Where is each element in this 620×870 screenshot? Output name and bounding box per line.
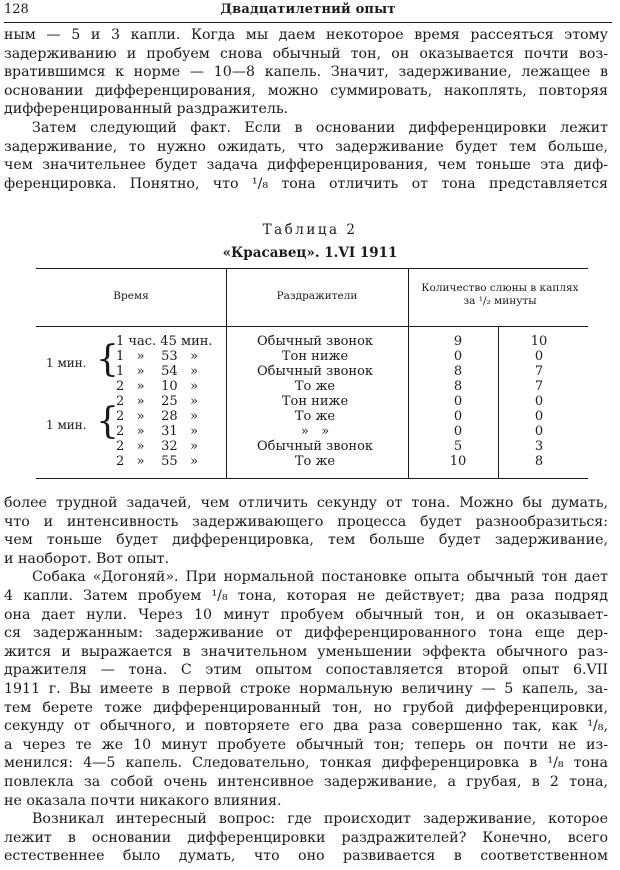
cell-value-b: 10 [530, 334, 548, 349]
cell-value-a: 5 [453, 439, 463, 454]
table-column-divider [498, 326, 499, 478]
text-line: Затем следующий факт. Если в основании дифференцировки лежит [32, 119, 608, 136]
text-line: 4 капли. Затем пробуем ¹/₈ тона, которая не действует; два раза подряд [4, 587, 608, 604]
cell-time: 1 » 54 » [116, 364, 199, 379]
cell-value-a: 9 [453, 334, 463, 349]
cell-value-b: 3 [534, 439, 544, 454]
table-column-divider [408, 268, 409, 478]
header-stimulus: Раздражители [276, 290, 358, 302]
cell-value-a: 8 [453, 364, 463, 379]
cell-time: 2 » 28 » [116, 409, 199, 424]
text-line: тем берете тоже дифференцированный тон, но грубой дифференцировки, [4, 699, 608, 716]
table-subcaption: «Красавец». 1.VI 1911 [222, 245, 398, 261]
cell-time: 1 » 53 » [116, 349, 199, 364]
text-line: секунду от обычного, и повторяете его два раза совершенно так, как ¹/₈, [4, 718, 608, 735]
text-line: задерживанию и пробуем снова обычный тон, он оказывается почти воз- [4, 45, 608, 62]
cell-value-b: 0 [534, 409, 544, 424]
cell-time: 2 » 55 » [116, 454, 199, 469]
text-line: ференцировка. Понятно, что ¹/₈ тона отличить от тона представляется [4, 175, 608, 192]
text-line: ся задержанным: задерживание от дифференцированного тона еще дер- [4, 625, 608, 642]
text-line: не оказала почти никакого влияния. [4, 792, 282, 809]
text-line: Возникал интересный вопрос: где происходит задерживание, которое [32, 811, 608, 828]
table-bottom-rule [36, 478, 588, 479]
text-line: повлекла за собой очень интенсивное задерживание, а грубая, в 2 тона, [4, 773, 608, 790]
cell-stimulus: » » [300, 424, 330, 439]
cell-value-a: 8 [453, 379, 463, 394]
text-line: задерживание, то нужно ожидать, что задерживание будет тем больше, [4, 138, 608, 155]
cell-stimulus: То же [294, 409, 336, 424]
table-caption: Таблица 2 [262, 222, 358, 238]
text-line: Собака «Догоняй». При нормальной постановке опыта обычный тон дает [32, 569, 608, 586]
table-header-rule [36, 326, 588, 327]
page-header [4, 0, 612, 20]
group-label: 1 мин. [46, 418, 87, 432]
cell-stimulus: Обычный звонок [256, 334, 374, 349]
cell-stimulus: То же [294, 454, 336, 469]
cell-value-b: 0 [534, 424, 544, 439]
cell-stimulus: Тон ниже [281, 349, 349, 364]
text-line: жится и выражается в значительном уменьшении эффекта обычного раз- [4, 643, 608, 660]
header-time: Время [113, 290, 149, 302]
text-line: ным — 5 и 3 капли. Когда мы даем некоторое время рассеяться этому [4, 27, 608, 43]
cell-time: 2 » 31 » [116, 424, 199, 439]
cell-value-b: 0 [534, 349, 544, 364]
cell-time: 1 час. 45 мин. [116, 334, 213, 349]
brace-icon: { [96, 401, 119, 442]
cell-value-a: 0 [453, 409, 463, 424]
cell-stimulus: Обычный звонок [256, 364, 374, 379]
text-line: чем значительнее будет задача дифференцирования, чем тоньше эта диф- [4, 157, 608, 174]
text-line: естественнее было думать, что оно развивается в соответственном [4, 848, 608, 865]
text-line: и наоборот. Вот опыт. [4, 550, 169, 567]
group-label: 1 мин. [46, 356, 87, 370]
cell-stimulus: Обычный звонок [256, 439, 374, 454]
cell-value-a: 0 [453, 349, 463, 364]
paragraph-top [4, 26, 608, 193]
cell-time: 2 » 10 » [116, 379, 199, 394]
text-line: основании дифференцирования, можно суммировать, накоплять, повторяя [4, 82, 608, 99]
text-line: вратившимся к норме — 10—8 капель. Значит, задерживание, лежащее в [4, 64, 608, 81]
cell-time: 2 » 32 » [116, 439, 199, 454]
paragraph-bottom [4, 494, 608, 866]
text-line: она дает нули. Через 10 минут пробуем обычный тон, и он оказывает- [4, 606, 608, 623]
cell-value-b: 8 [534, 454, 544, 469]
page-number: 128 [4, 2, 29, 17]
data-table [36, 268, 588, 479]
cell-value-a: 10 [449, 454, 467, 469]
text-line: дифференцированный раздражитель. [4, 101, 289, 118]
table-top-rule [36, 268, 588, 269]
text-line: чем тоньше будет дифференцировка, тем больше будет задерживание, [4, 532, 608, 549]
cell-value-b: 7 [534, 364, 544, 379]
text-line: что и интенсивность задерживающего процесса будет разнообразиться: [4, 513, 608, 530]
cell-value-a: 0 [453, 394, 463, 409]
cell-time: 2 » 25 » [116, 394, 199, 409]
cell-value-a: 0 [453, 424, 463, 439]
cell-stimulus: Тон ниже [281, 394, 349, 409]
text-line: дражителя — тона. С этим опытом сопоставляется второй опыт 6.VII [4, 662, 608, 679]
header-saliva: Количество слюны в каплях за ¹/₂ минуты [421, 282, 579, 307]
cell-value-b: 0 [534, 394, 544, 409]
header-rule [4, 22, 612, 23]
text-line: 1911 г. Вы имеете в первой строке нормальную величину — 5 капель, за- [4, 680, 608, 697]
brace-icon: { [96, 339, 119, 380]
text-line: более трудной задачей, чем отличить секунду от тона. Можно бы думать, [4, 495, 608, 511]
cell-value-b: 7 [534, 379, 544, 394]
running-title: Двадцатилетний опыт [220, 2, 396, 17]
text-line: а через те же 10 минут пробуете обычный тон; теперь он почти не из- [4, 736, 608, 753]
text-line: лежит в основании дифференцировки раздражителей? Конечно, всего [4, 829, 608, 846]
text-line: менился: 4—5 капель. Следовательно, тонкая дифференцировка в ¹/₈ тона [4, 755, 608, 772]
cell-stimulus: То же [294, 379, 336, 394]
